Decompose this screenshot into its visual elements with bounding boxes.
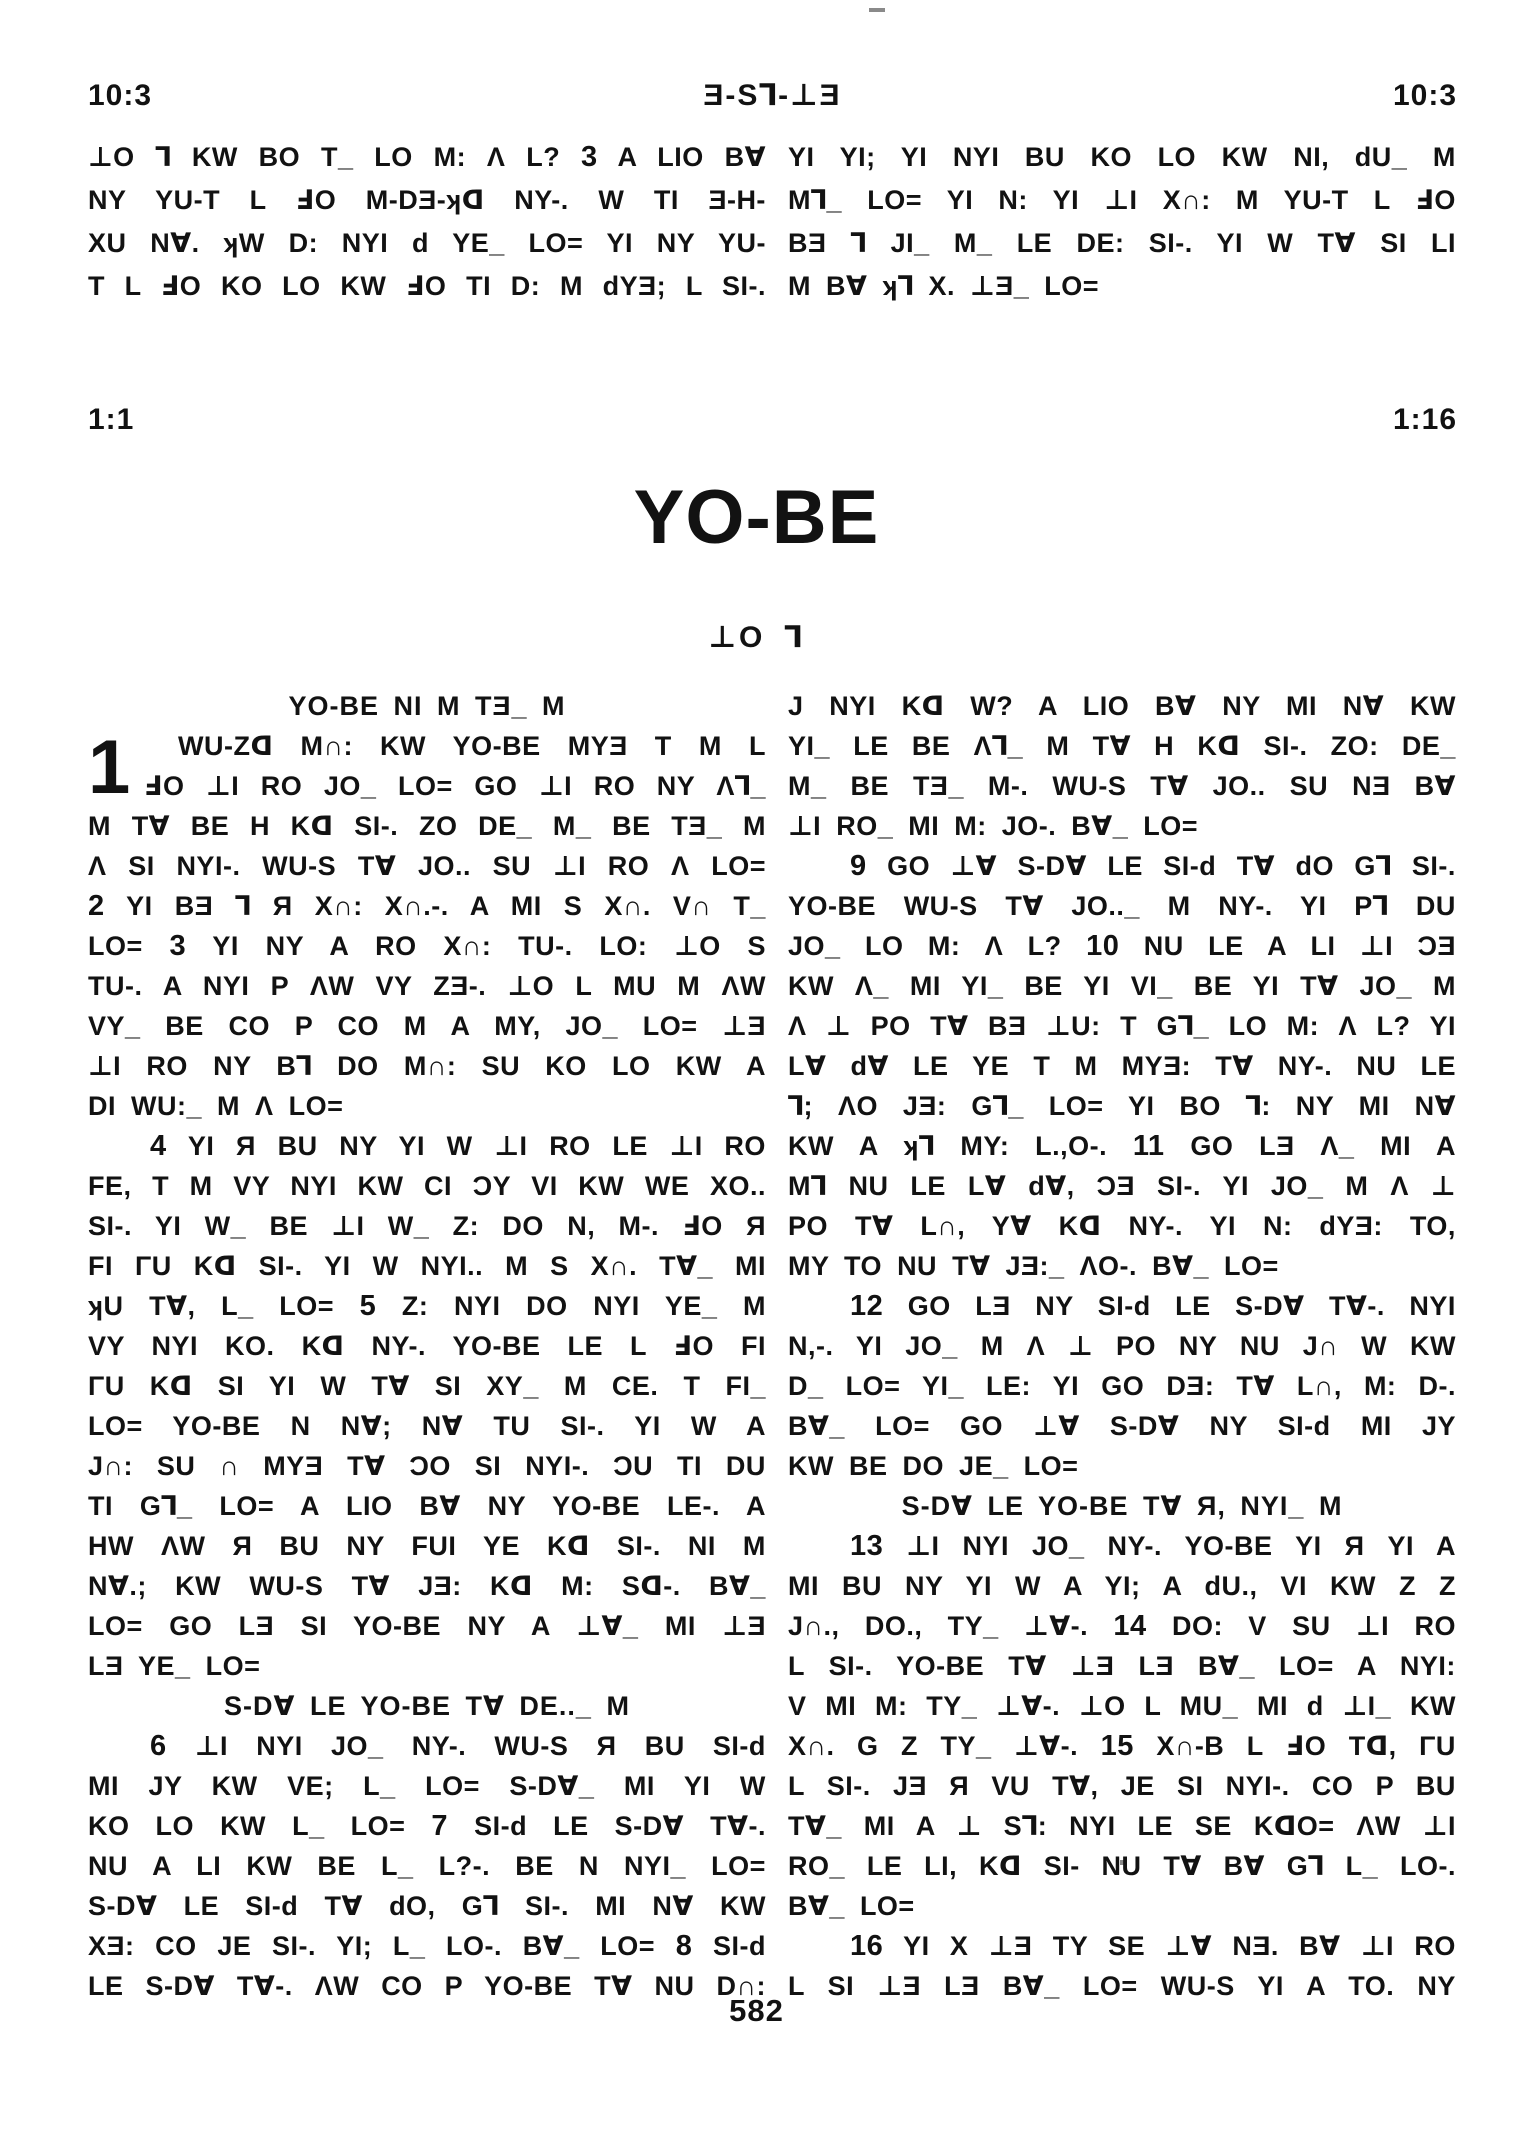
text-line: L SI ⊥Ǝ LƎ B∀_ LO= WU-S YI A TO. NY — [788, 1971, 1456, 2001]
text-line: B∀_ LO= GO ⊥∀ S-D∀ NY SI-d MI JY — [788, 1411, 1456, 1441]
text-line: NY YU-T L ℲO M-DƎ-ʞᗡ NY-. W TI Ǝ-H- — [88, 185, 766, 215]
text-line: NU A LI KW BE L_ L?-. BE N NYI_ LO= — [88, 1851, 766, 1881]
intro-paragraph-left-column — [88, 136, 766, 308]
text-line: XU N∀. ʞW D: NYI d YE_ LO= YI NY YU- — [88, 228, 766, 258]
right-column — [788, 686, 1456, 2006]
text-line: T L ℲO KO LO KW ℲO TI D: M dYƎ; L SI-. — [88, 271, 766, 301]
text-line: FI ΓU Kᗡ SI-. YI W NYI.. M S X∩. T∀_ MI — [88, 1251, 766, 1281]
text-line: ΓU Kᗡ SI YI W T∀ SI XY_ M CE. T FI_ — [88, 1371, 766, 1401]
text-line: 6 ⊥I NYI JO_ NY-. WU-S Я BU SI-d — [150, 1730, 766, 1762]
verse-number: 11 — [1132, 1130, 1165, 1162]
text-line: MI BU NY YI W A YI; A dU., VI KW Z Z — [788, 1571, 1456, 1601]
text-line: M⅂ NU LE L∀ d∀, ƆƎ SI-. YI JO_ M Ʌ ⊥ — [788, 1171, 1456, 1201]
header-ref-left: 10:3 — [88, 79, 153, 112]
verse-number: 7 — [431, 1810, 449, 1842]
text-line: M⅂_ LO= YI N: YI ⊥I X∩: M YU-T L ℲO — [788, 185, 1456, 215]
intro-paragraph-right-column — [788, 136, 1456, 308]
book-subtitle: ⊥O ⅂ — [708, 621, 805, 654]
verse-number: 8 — [675, 1930, 693, 1962]
text-line: HW ɅW Я BU NY FUI YE Kᗡ SI-. NI M — [88, 1531, 766, 1561]
text-line: 16 YI X ⊥Ǝ TY SE ⊥∀ NƎ. B∀ ⊥I RO — [850, 1930, 1456, 1962]
text-line: L∀ d∀ LE YE T M MYƎ: T∀ NY-. NU LE — [788, 1051, 1456, 1081]
verse-number: 5 — [359, 1290, 377, 1322]
text-line: DI WU:_ M Ʌ LO= — [88, 1091, 344, 1121]
text-line: 12 GO LƎ NY SI-d LE S-D∀ T∀-. NYI — [850, 1290, 1456, 1322]
text-line: Ʌ SI NYI-. WU-S T∀ JO.. SU ⊥I RO Ʌ LO= — [88, 851, 766, 881]
text-line: M T∀ BE H Kᗡ SI-. ZO DE_ M_ BE TƎ_ M — [88, 811, 766, 841]
text-line: 4 YI Я BU NY YI W ⊥I RO LE ⊥I RO — [150, 1130, 766, 1162]
verse-number: 2 — [88, 890, 105, 922]
verse-number: 16 — [850, 1930, 884, 1962]
verse-number: 14 — [1113, 1610, 1147, 1642]
chapter-drop-cap: 1 — [88, 725, 131, 810]
text-line: YO-BE WU-S T∀ JO.._ M NY-. YI P⅂ DU — [788, 891, 1456, 921]
text-line: ⊥I RO NY B⅂ DO M∩: SU KO LO KW A — [88, 1051, 766, 1081]
text-line: S-D∀ LE SI-d T∀ dO, G⅂ SI-. MI N∀ KW — [88, 1891, 766, 1921]
verse-number: 15 — [1100, 1730, 1134, 1762]
text-line: M B∀ ʞ⅂ X. ⊥Ǝ_ LO= — [788, 271, 1100, 301]
text-line: VY NYI KO. Kᗡ NY-. YO-BE LE L ℲO FI — [88, 1331, 766, 1361]
verse-number: 9 — [850, 850, 867, 882]
text-line: ʞU T∀, L_ LO= 5 Z: NYI DO NYI YE_ M — [88, 1290, 766, 1322]
text-line: J∩., DO., TY_ ⊥∀-. 14 DO: V SU ⊥I RO — [788, 1610, 1456, 1642]
text-line: J NYI Kᗡ W? A LIO B∀ NY MI N∀ KW — [788, 691, 1456, 721]
book-title: YO-BE — [633, 475, 880, 560]
text-line: TI G⅂_ LO= A LIO B∀ NY YO-BE LE-. A — [88, 1491, 766, 1521]
section-heading: YO-BE NI M TƎ_ M — [288, 691, 566, 721]
text-line: MY TO NU T∀ JƎ:_ ɅO-. B∀_ LO= — [788, 1251, 1279, 1281]
text-line: B∀_ LO= — [788, 1891, 915, 1921]
verse-number: 3 — [169, 930, 187, 962]
chapter-ref-left: 1:1 — [88, 403, 135, 436]
text-line: 2 YI BƎ ⅂ Я X∩: X∩.-. A MI S X∩. V∩ T_ — [88, 890, 766, 922]
page-number: 582 — [729, 1993, 784, 2028]
text-line: ⊥O ⅂ KW BO T_ LO M: Ʌ L? 3 A LIO B∀ — [88, 141, 766, 173]
header-book-title: Ǝ-S⅂-⊥Ǝ — [703, 79, 842, 112]
chapter-verse-refs — [88, 402, 1457, 438]
text-line: 13 ⊥I NYI JO_ NY-. YO-BE YI Я YI A — [850, 1530, 1456, 1562]
text-line: LO= 3 YI NY A RO X∩: TU-. LO: ⊥O S — [88, 930, 766, 962]
text-line: KO LO KW L_ LO= 7 SI-d LE S-D∀ T∀-. — [88, 1810, 766, 1842]
text-line: LƎ YE_ LO= — [88, 1651, 261, 1681]
verse-number: 12 — [850, 1290, 884, 1322]
text-line: M_ BE TƎ_ M-. WU-S T∀ JO.. SU NƎ B∀ — [788, 771, 1456, 801]
text-line: N∀.; KW WU-S T∀ JƎ: Kᗡ M: Sᗡ-. B∀_ — [88, 1571, 766, 1601]
text-line: D_ LO= YI_ LE: YI GO DƎ: T∀ L∩, M: D-. — [788, 1371, 1456, 1401]
text-line: YI YI; YI NYI BU KO LO KW NI, dU_ M — [788, 142, 1456, 172]
verse-number: 13 — [850, 1530, 884, 1562]
text-line: T∀_ MI A ⊥ S⅂: NYI LE SE KᗡO= ɅW ⊥I — [788, 1811, 1456, 1841]
text-line: XƎ: CO JE SI-. YI; L_ LO-. B∀_ LO= 8 SI-d — [88, 1930, 766, 1962]
verse-number: 10 — [1086, 930, 1120, 962]
text-line: X∩. G Z TY_ ⊥∀-. 15 X∩-B L ℲO Tᗡ, ΓU — [788, 1730, 1456, 1762]
text-line: WU-Zᗡ M∩: KW YO-BE MYƎ T M L — [178, 731, 766, 761]
text-line: JO_ LO M: Ʌ L? 10 NU LE A LI ⊥I ƆƎ — [788, 930, 1456, 962]
text-line: PO T∀ L∩, Y∀ Kᗡ NY-. YI N: dYƎ: TO, — [788, 1211, 1456, 1241]
text-line: YI_ LE BE Ʌ⅂_ M T∀ H Kᗡ SI-. ZO: DE_ — [788, 731, 1456, 761]
text-line: LO= GO LƎ SI YO-BE NY A ⊥∀_ MI ⊥Ǝ — [88, 1611, 766, 1641]
text-line: KW Ʌ_ MI YI_ BE YI VI_ BE YI T∀ JO_ M — [788, 971, 1456, 1001]
header-ref-right: 10:3 — [1392, 79, 1457, 112]
text-line: LO= YO-BE N N∀; N∀ TU SI-. YI W A — [88, 1411, 766, 1441]
left-column — [88, 686, 766, 2006]
text-line: RO_ LE LI, Kᗡ SI- NU T∀ B∀ G⅂ L_ LO-. — [788, 1851, 1456, 1881]
scan-artifact — [869, 8, 885, 12]
text-line: Ʌ ⊥ PO T∀ BƎ ⊥U: T G⅂_ LO M: Ʌ L? YI — [788, 1011, 1456, 1041]
text-line: J∩: SU ∩ MYƎ T∀ ƆO SI NYI-. ƆU TI DU — [88, 1451, 766, 1481]
text-line: MI JY KW VE; L_ LO= S-D∀_ MI YI W — [88, 1771, 766, 1801]
text-line: V MI M: TY_ ⊥∀-. ⊥O L MU_ MI d ⊥I_ KW — [788, 1691, 1456, 1721]
verse-number: 3 — [581, 141, 598, 173]
text-line: L SI-. JƎ Я VU T∀, JE SI NYI-. CO P BU — [788, 1771, 1456, 1801]
text-line: LE S-D∀ T∀-. ɅW CO P YO-BE T∀ NU D∩: — [88, 1971, 766, 2001]
verse-number: 4 — [150, 1130, 167, 1162]
text-line: BƎ ⅂ JI_ M_ LE DE: SI-. YI W T∀ SI LI — [788, 228, 1456, 258]
text-line: ℲO ⊥I RO JO_ LO= GO ⊥I RO NY Ʌ⅂_ — [144, 771, 766, 801]
text-line: N,-. YI JO_ M Ʌ ⊥ PO NY NU J∩ W KW — [788, 1331, 1456, 1361]
text-line: KW A ʞ⅂ MY: L.,O-. 11 GO LƎ Ʌ_ MI A — [788, 1130, 1456, 1162]
text-line: ⊥I RO_ MI M: JO-. B∀_ LO= — [788, 811, 1198, 841]
section-heading: S-D∀ LE YO-BE T∀ DE.._ M — [224, 1691, 630, 1721]
text-line: TU-. A NYI P ɅW VY ZƎ-. ⊥O L MU M ɅW — [88, 971, 766, 1001]
text-line: 9 GO ⊥∀ S-D∀ LE SI-d T∀ dO G⅂ SI-. — [850, 850, 1456, 882]
running-header — [88, 78, 1457, 114]
text-line: VY_ BE CO P CO M A MY, JO_ LO= ⊥Ǝ — [88, 1011, 766, 1041]
verse-number: 6 — [150, 1730, 167, 1762]
text-line: L SI-. YO-BE T∀ ⊥Ǝ LƎ B∀_ LO= A NYI: — [788, 1651, 1456, 1681]
text-line: KW BE DO JE_ LO= — [788, 1451, 1079, 1481]
chapter-ref-right: 1:16 — [1392, 403, 1457, 436]
text-line: FE, T M VY NYI KW CI ƆY VI KW WE XO.. — [88, 1171, 766, 1201]
section-heading: S-D∀ LE YO-BE T∀ Я, NYI_ M — [901, 1491, 1343, 1521]
text-line: ⅂; ɅO JƎ: G⅂_ LO= YI BO ⅂: NY MI N∀ — [788, 1091, 1456, 1121]
text-line: SI-. YI W_ BE ⊥I W_ Z: DO N, M-. ℲO Я — [88, 1211, 766, 1241]
